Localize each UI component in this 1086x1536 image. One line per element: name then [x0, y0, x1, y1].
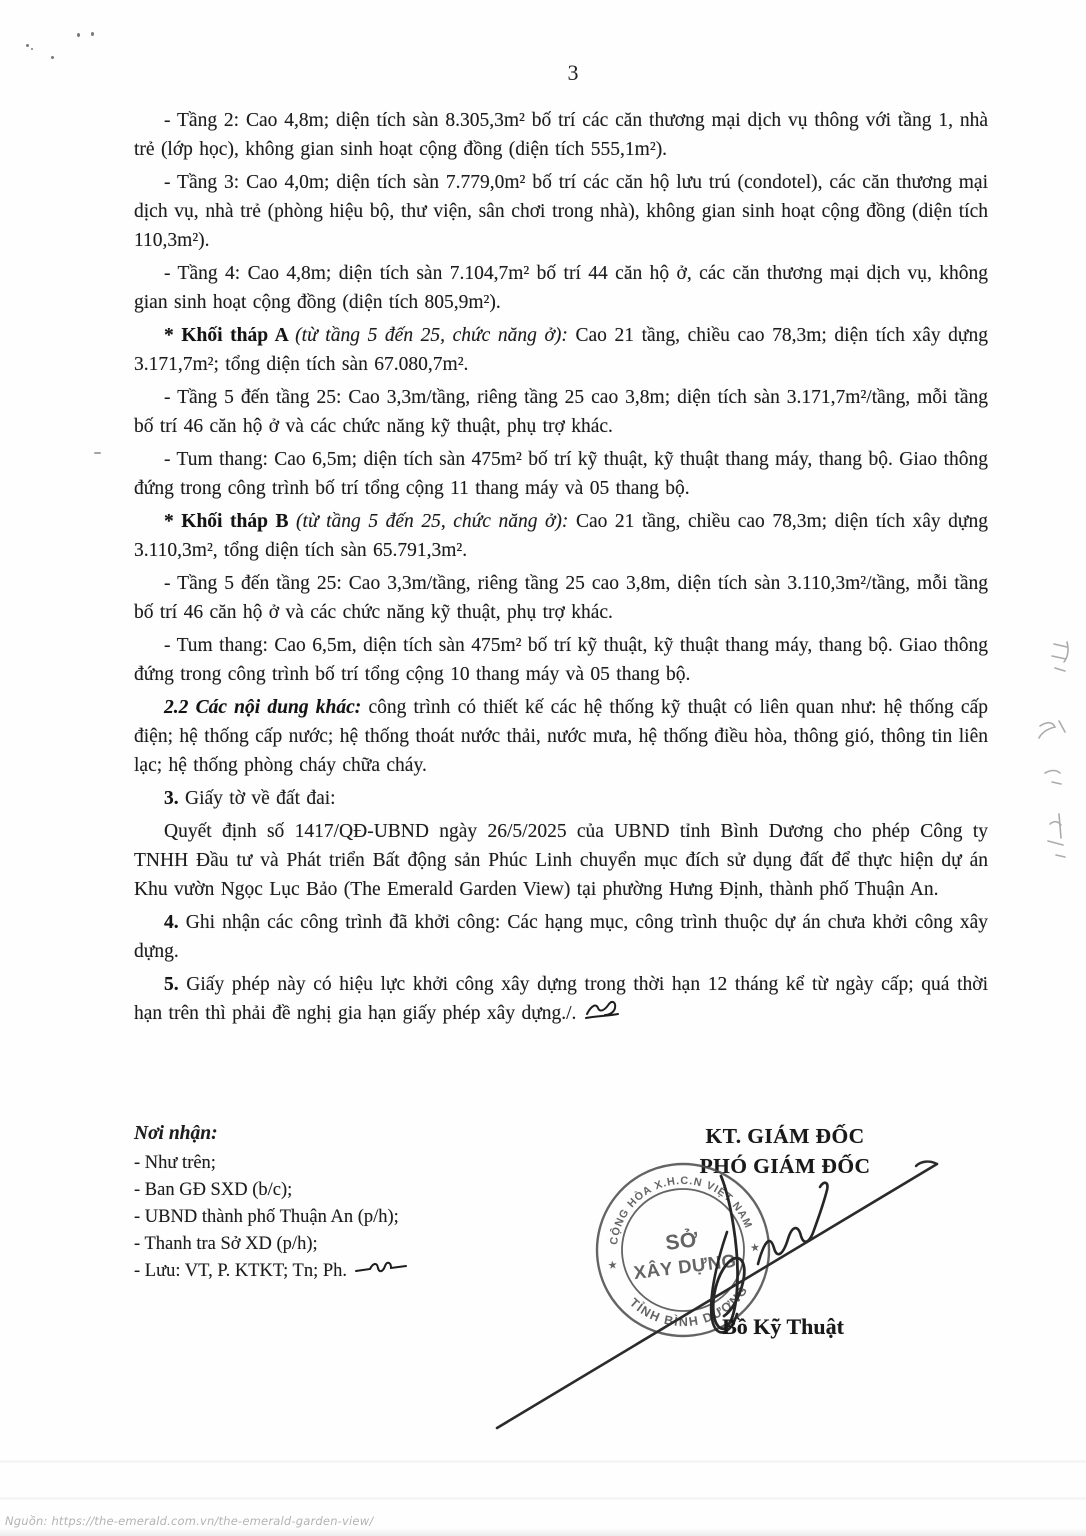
scan-edge-shade	[0, 1528, 1086, 1536]
seal-ring-top-text: CỘNG HÒA X.H.C.N VIỆT NAM	[608, 1174, 755, 1246]
recipient-item: - Ban GĐ SXD (b/c);	[134, 1180, 293, 1200]
speckle-dot	[26, 44, 29, 47]
margin-scribble-1	[1052, 642, 1068, 671]
paragraph-section-3	[134, 784, 988, 813]
seal-center-line2: XÂY DỰNG	[632, 1249, 738, 1284]
pen-stroke-line	[497, 1164, 937, 1428]
paragraph-tang-2: - Tầng 2: Cao 4,8m; diện tích sàn 8.305,3m² bố trí các căn thương mại dịch vụ thông với tầng 1, nhà trẻ (lớp học), không gian sinh hoạt cộng đồng (diện tích 555,1m²).	[134, 110, 988, 160]
document-body	[134, 106, 988, 1032]
paragraph-tang-4: - Tầng 4: Cao 4,8m; diện tích sàn 7.104,7m² bố trí 44 căn hộ ở, các căn thương mại dịch vụ, không gian sinh hoạt cộng đồng (diện tích 805,9m²).	[134, 263, 988, 313]
seal-center-line1: SỞ	[664, 1228, 700, 1255]
paragraph-tang-5-25-a: - Tầng 5 đến tầng 25: Cao 3,3m/tầng, riêng tầng 25 cao 3,8m; diện tích sàn 3.171,7m²/tầng, mỗi tầng bố trí 46 căn hộ ở và các chức năng kỹ thuật, phụ trợ khác.	[134, 387, 988, 437]
section-3-number: 3.	[164, 788, 179, 809]
paragraph-section-5	[134, 970, 988, 1028]
section-4-number: 4.	[164, 912, 179, 933]
paragraph-tang-3: - Tầng 3: Cao 4,0m; diện tích sàn 7.779,0m² bố trí các căn hộ lưu trú (condotel), các căn thương mại dịch vụ, nhà trẻ (phòng hiệu bộ, thư viện, sân chơi trong nhà), không gian sinh hoạt cộng đồng (diện tích 110,3m²).	[134, 172, 988, 251]
khoi-thap-b-detail: Cao 21 tầng, chiều cao 78,3m; diện tích xây dựng 3.110,3m², tổng diện tích sàn 65.791,3m².	[134, 511, 988, 561]
section-3-title: Giấy tờ về đất đai:	[178, 788, 336, 809]
margin-scribble-4	[1048, 814, 1065, 857]
paragraph-tang-5-25-b: - Tầng 5 đến tầng 25: Cao 3,3m/tầng, riêng tầng 25 cao 3,8m, diện tích sàn 3.110,3m²/tầng, mỗi tầng bố trí 46 căn hộ ở và các chức năng kỹ thuật, phụ trợ khác.	[134, 573, 988, 623]
speckle-dot	[51, 56, 54, 59]
speckle-dot	[91, 32, 94, 36]
signer-name: Bồ Kỹ Thuật	[722, 1314, 844, 1339]
section-2-2-detail: công trình có thiết kế các hệ thống kỹ thuật có liên quan như: hệ thống cấp điện; hệ thống cấp nước; hệ thống thoát nước thải, nước mưa, hệ thống điều hòa, thông gió, thông tin liên lạc; hệ thống phòng cháy chữa cháy.	[134, 697, 988, 776]
paragraph-tum-thang-b: - Tum thang: Cao 6,5m, diện tích sàn 475m² bố trí kỹ thuật, kỹ thuật thang máy, thang bộ. Giao thông đứng trong công trình bố trí tổng cộng 10 thang máy và 05 thang bộ.	[134, 635, 988, 685]
seal-ring-bottom-text: TỈNH BÌNH DƯƠNG	[626, 1282, 751, 1330]
handwritten-initial-mark	[353, 1260, 409, 1280]
khoi-thap-a-subtitle: (từ tầng 5 đến 25, chức năng ở):	[295, 325, 568, 346]
section-4-text: Ghi nhận các công trình đã khởi công: Các hạng mục, công trình thuộc dự án chưa khởi công xây dựng.	[134, 912, 988, 962]
signature-scribble	[480, 1140, 960, 1440]
footer-source-note: Nguồn: https://the-emerald.com.vn/the-emerald-garden-view/	[5, 1514, 374, 1528]
speckle-dot	[31, 48, 33, 50]
page-number: 3	[567, 60, 579, 85]
paragraph-khoi-thap-b	[134, 507, 988, 565]
section-5-text: Giấy phép này có hiệu lực khởi công xây dựng trong thời hạn 12 tháng kể từ ngày cấp; quá thời hạn trên thì phải đề nghị gia hạn giấy phép xây dựng./.	[134, 974, 988, 1024]
margin-scribble-2	[1039, 721, 1065, 738]
scan-streak	[0, 1460, 1086, 1463]
margin-handwriting	[1012, 626, 1082, 871]
recipients-heading: Nơi nhận:	[134, 1123, 218, 1144]
section-5-number: 5.	[164, 974, 179, 995]
section-2-2-heading: 2.2 Các nội dung khác:	[164, 697, 362, 718]
paragraph-noi-dung-khac	[134, 693, 988, 780]
paragraph-quyet-dinh: Quyết định số 1417/QĐ-UBND ngày 26/5/2025 của UBND tỉnh Bình Dương cho phép Công ty TNHH Đầu tư và Phát triển Bất động sản Phúc Linh chuyển mục đích sử dụng đất để thực hiện dự án Khu vườn Ngọc Lục Bảo (The Emerald Garden View) tại phường Hưng Định, thành phố Thuận An.	[134, 821, 988, 900]
scan-streak	[0, 1497, 1086, 1500]
signature-title-pho-giam-doc: PHÓ GIÁM ĐỐC	[699, 1154, 871, 1178]
paragraph-tum-thang-a: - Tum thang: Cao 6,5m; diện tích sàn 475m² bố trí kỹ thuật, kỹ thuật thang máy, thang bộ. Giao thông đứng trong công trình bố trí tổng cộng 11 thang máy và 05 thang bộ.	[134, 449, 988, 499]
speckle-dot	[77, 33, 80, 37]
speckle-dash	[94, 452, 101, 454]
recipient-item: - Thanh tra Sở XD (p/h);	[134, 1234, 318, 1254]
recipient-item: - UBND thành phố Thuận An (p/h);	[134, 1207, 399, 1227]
khoi-thap-a-heading: * Khối tháp A	[164, 325, 296, 346]
recipient-item-text: - Lưu: VT, P. KTKT; Tn; Ph.	[134, 1261, 348, 1281]
handwritten-initial-mark	[582, 999, 624, 1023]
recipient-item: - Như trên;	[134, 1153, 216, 1173]
khoi-thap-a-detail: Cao 21 tầng, chiều cao 78,3m; diện tích xây dựng 3.171,7m²; tổng diện tích sàn 67.080,7m².	[134, 325, 988, 375]
signature-loop-main	[713, 1176, 744, 1329]
seal-star-right-icon: ★	[749, 1241, 761, 1255]
margin-scribble-3	[1045, 771, 1061, 785]
khoi-thap-b-heading: * Khối tháp B	[164, 511, 297, 532]
paragraph-section-4	[134, 908, 988, 966]
khoi-thap-b-subtitle: (từ tầng 5 đến 25, chức năng ở):	[296, 511, 569, 532]
seal-star-left-icon: ★	[607, 1259, 619, 1273]
signature-title-kt-giam-doc: KT. GIÁM ĐỐC	[705, 1124, 865, 1148]
paragraph-khoi-thap-a	[134, 321, 988, 379]
